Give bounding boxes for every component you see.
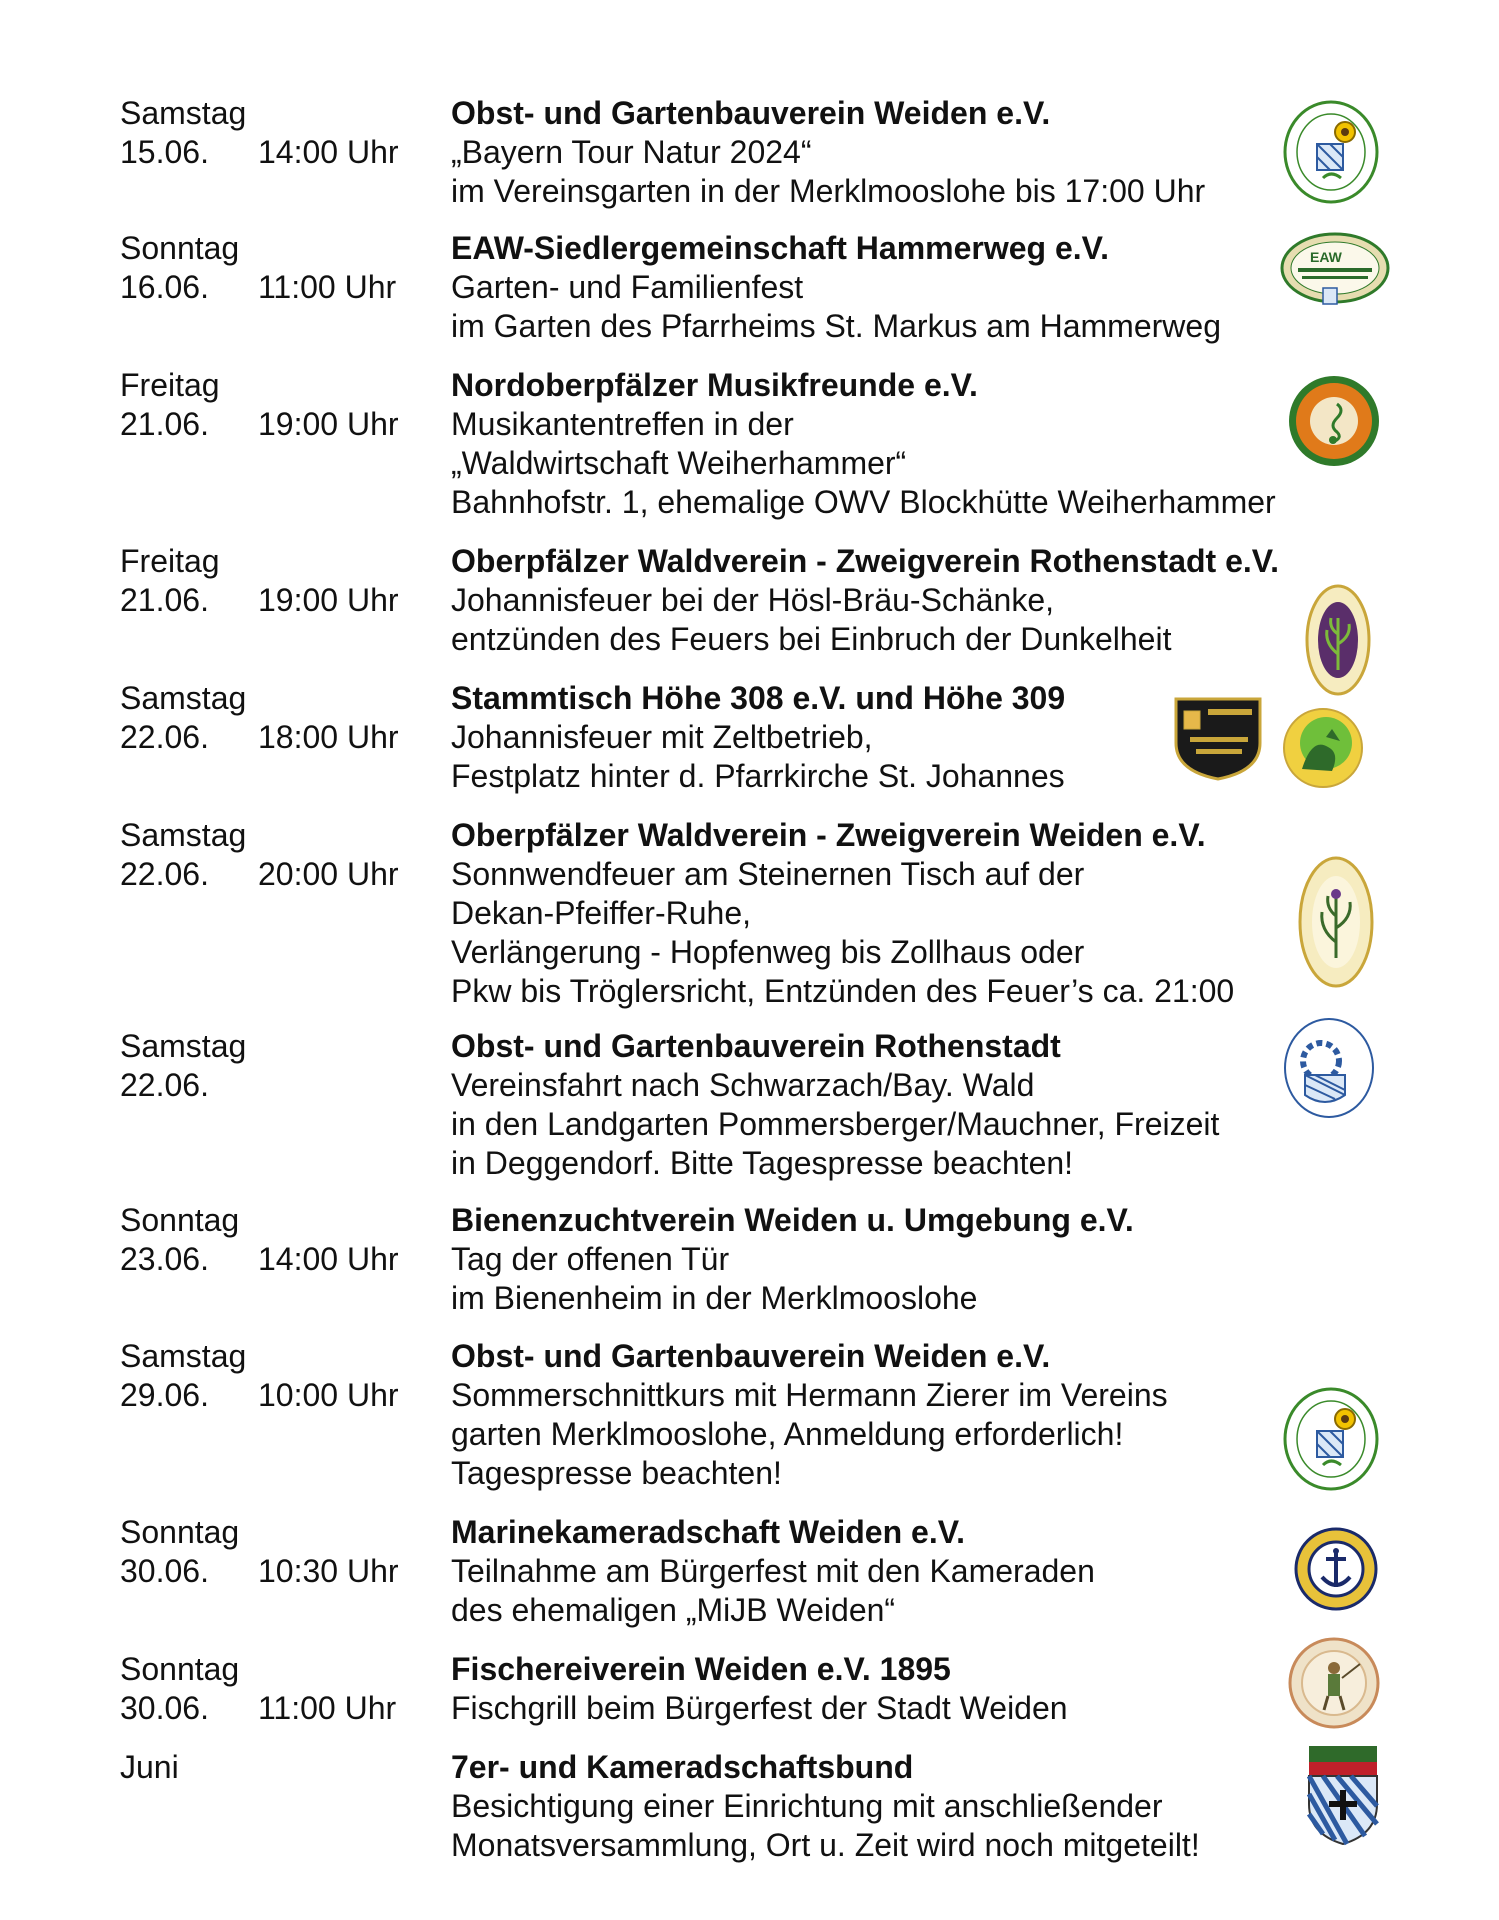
event-info	[451, 366, 1351, 522]
event-info	[451, 1027, 1351, 1183]
event-description-line: Johannisfeuer bei der Hösl-Bräu-Schänke,	[451, 582, 1054, 618]
event-organizer: Bienenzuchtverein Weiden u. Umgebung e.V.	[451, 1202, 1134, 1238]
event-day: Sonntag	[120, 230, 240, 266]
event-description-line: Musikantentreffen in der	[451, 406, 794, 442]
event-day: Samstag	[120, 1028, 247, 1064]
event-organizer: Nordoberpfälzer Musikfreunde e.V.	[451, 367, 978, 403]
event-time: 11:00 Uhr	[258, 269, 397, 305]
event-description-line: Dekan-Pfeiffer-Ruhe,	[451, 895, 751, 931]
ogv-weiden-logo-icon	[1283, 100, 1379, 204]
event-date: 16.06.	[120, 269, 209, 305]
event-info	[451, 1513, 1351, 1630]
ogv-weiden-logo-icon	[1283, 1387, 1379, 1491]
event-description-line: im Bienenheim in der Merklmooslohe	[451, 1280, 978, 1316]
stammtisch-hoehe-308-logo-icon	[1168, 691, 1268, 781]
event-description-line: „Bayern Tour Natur 2024“	[451, 134, 812, 170]
event-day: Samstag	[120, 1338, 247, 1374]
event-time: 11:00 Uhr	[258, 1690, 397, 1726]
event-info	[451, 816, 1351, 1011]
event-date: 21.06.	[120, 406, 209, 442]
event-description-line: Tag der offenen Tür	[451, 1241, 730, 1277]
event-description-line: Sommerschnittkurs mit Hermann Zierer im Vereins	[451, 1377, 1168, 1413]
event-description-line: des ehemaligen „MiJB Weiden“	[451, 1592, 896, 1628]
event-description-line: Tagespresse beachten!	[451, 1455, 782, 1491]
svg-text:EAW: EAW	[1310, 249, 1342, 265]
event-organizer: EAW-Siedlergemeinschaft Hammerweg e.V.	[451, 230, 1109, 266]
event-time: 20:00 Uhr	[258, 856, 399, 892]
event-date: 22.06.	[120, 719, 209, 755]
owv-weiden-logo-icon	[1298, 856, 1374, 988]
event-description-line: garten Merklmooslohe, Anmeldung erforderlich!	[451, 1416, 1124, 1452]
event-date: 15.06.	[120, 134, 209, 170]
event-description-line: Garten- und Familienfest	[451, 269, 804, 305]
event-day: Juni	[120, 1749, 179, 1785]
event-info	[451, 1337, 1351, 1493]
event-date: 23.06.	[120, 1241, 209, 1277]
hoehe-309-logo-icon	[1282, 707, 1364, 789]
event-description-line: Verlängerung - Hopfenweg bis Zollhaus oder	[451, 934, 1085, 970]
event-info	[451, 94, 1351, 211]
event-day: Sonntag	[120, 1202, 240, 1238]
landesverband-gartenbau-logo-icon	[1283, 1017, 1375, 1119]
event-info	[451, 1650, 1351, 1728]
event-description-line: in den Landgarten Pommersberger/Mauchner, Freizeit	[451, 1106, 1220, 1142]
event-organizer: Stammtisch Höhe 308 e.V. und Höhe 309	[451, 680, 1066, 716]
event-description-line: entzünden des Feuers bei Einbruch der Dunkelheit	[451, 621, 1172, 657]
event-date: 29.06.	[120, 1377, 209, 1413]
marinekameradschaft-logo-icon	[1294, 1527, 1378, 1611]
event-day: Freitag	[120, 367, 220, 403]
event-info	[451, 542, 1351, 659]
event-time: 19:00 Uhr	[258, 406, 399, 442]
event-organizer: Obst- und Gartenbauverein Weiden e.V.	[451, 95, 1051, 131]
event-info	[451, 229, 1351, 346]
event-description-line: Sonnwendfeuer am Steinernen Tisch auf der	[451, 856, 1085, 892]
event-organizer: Obst- und Gartenbauverein Weiden e.V.	[451, 1338, 1051, 1374]
event-time: 18:00 Uhr	[258, 719, 399, 755]
event-description-line: Pkw bis Tröglersricht, Entzünden des Feuer’s ca. 21:00	[451, 973, 1235, 1009]
event-organizer: Oberpfälzer Waldverein - Zweigverein Weiden e.V.	[451, 817, 1206, 853]
event-description-line: im Garten des Pfarrheims St. Markus am Hammerweg	[451, 308, 1221, 344]
event-description-line: Fischgrill beim Bürgerfest der Stadt Weiden	[451, 1690, 1068, 1726]
event-day: Sonntag	[120, 1514, 240, 1550]
event-description-line: Monatsversammlung, Ort u. Zeit wird noch mitgeteilt!	[451, 1827, 1200, 1863]
event-description-line: „Waldwirtschaft Weiherhammer“	[451, 445, 907, 481]
event-time: 14:00 Uhr	[258, 134, 399, 170]
event-time: 10:30 Uhr	[258, 1553, 399, 1589]
event-description-line: im Vereinsgarten in der Merklmooslohe bis 17:00 Uhr	[451, 173, 1206, 209]
event-description-line: Besichtigung einer Einrichtung mit anschließender	[451, 1788, 1163, 1824]
event-info	[451, 1748, 1351, 1865]
fischereiverein-logo-icon	[1286, 1636, 1382, 1730]
event-organizer: Marinekameradschaft Weiden e.V.	[451, 1514, 965, 1550]
event-time: 19:00 Uhr	[258, 582, 399, 618]
eaw-siedlergemeinschaft-logo-icon	[1280, 232, 1390, 310]
event-day: Sonntag	[120, 1651, 240, 1687]
event-time: 14:00 Uhr	[258, 1241, 399, 1277]
event-date: 22.06.	[120, 1067, 209, 1103]
event-description-line: Festplatz hinter d. Pfarrkirche St. Johannes	[451, 758, 1065, 794]
event-day: Samstag	[120, 817, 247, 853]
event-date: 21.06.	[120, 582, 209, 618]
event-description-line: Teilnahme am Bürgerfest mit den Kameraden	[451, 1553, 1095, 1589]
event-day: Freitag	[120, 543, 220, 579]
event-organizer: Fischereiverein Weiden e.V. 1895	[451, 1651, 951, 1687]
event-day: Samstag	[120, 680, 247, 716]
event-organizer: Obst- und Gartenbauverein Rothenstadt	[451, 1028, 1061, 1064]
event-day: Samstag	[120, 95, 247, 131]
7er-weiden-logo-icon	[1307, 1744, 1379, 1846]
event-description-line: Vereinsfahrt nach Schwarzach/Bay. Wald	[451, 1067, 1035, 1103]
musikfreunde-logo-icon	[1287, 374, 1381, 468]
event-date: 30.06.	[120, 1553, 209, 1589]
event-date: 30.06.	[120, 1690, 209, 1726]
event-info	[451, 1201, 1351, 1318]
event-time: 10:00 Uhr	[258, 1377, 399, 1413]
event-organizer: Oberpfälzer Waldverein - Zweigverein Rothenstadt e.V.	[451, 543, 1280, 579]
event-date: 22.06.	[120, 856, 209, 892]
event-organizer: 7er- und Kameradschaftsbund	[451, 1749, 914, 1785]
event-description-line: in Deggendorf. Bitte Tagespresse beachten!	[451, 1145, 1074, 1181]
event-description-line: Johannisfeuer mit Zeltbetrieb,	[451, 719, 873, 755]
event-description-line: Bahnhofstr. 1, ehemalige OWV Blockhütte Weiherhammer	[451, 484, 1276, 520]
